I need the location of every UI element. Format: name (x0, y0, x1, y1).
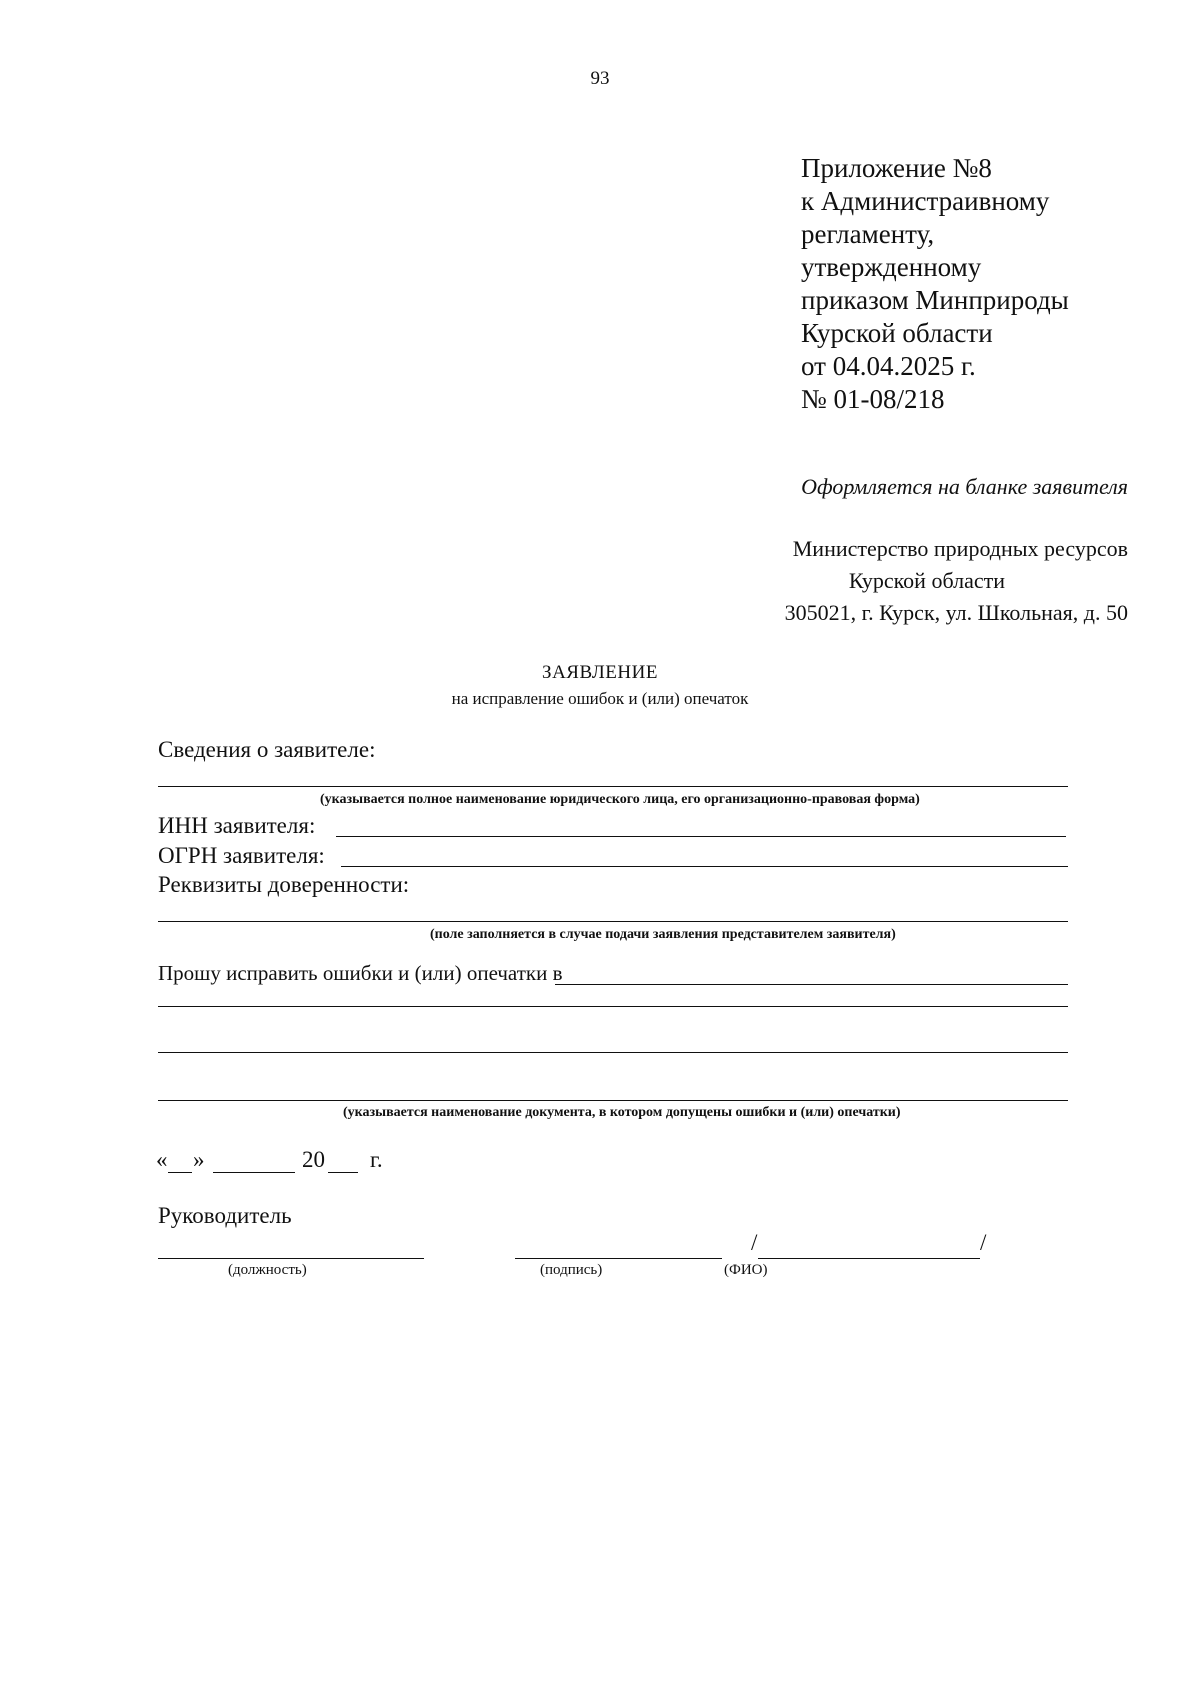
applicant-heading: Сведения о заявителе: (158, 737, 376, 762)
request-text: Прошу исправить ошибки и (или) опечатки в (158, 961, 563, 985)
name-slash-left: / (751, 1230, 758, 1255)
inn-field[interactable] (336, 836, 1066, 837)
power-of-attorney-label: Реквизиты доверенности: (158, 872, 410, 897)
full-name-field[interactable] (758, 1258, 980, 1259)
annex-line: регламенту, (801, 219, 935, 249)
power-of-attorney-hint: (поле заполняется в случае подачи заявления представителем заявителя) (430, 927, 896, 942)
request-field-line-4[interactable] (158, 1100, 1068, 1101)
date-year-suffix: г. (370, 1147, 383, 1172)
addressee-line: 305021, г. Курск, ул. Школьная, д. 50 (784, 600, 1128, 625)
name-slash-right: / (980, 1230, 987, 1255)
applicant-name-field[interactable] (158, 786, 1068, 787)
request-hint: (указывается наименование документа, в котором допущены ошибки и (или) опечатки) (343, 1105, 901, 1120)
date-month-field[interactable] (213, 1172, 295, 1173)
annex-line: Курской области (801, 318, 993, 348)
date-day-field[interactable] (168, 1172, 192, 1173)
full-name-hint: (ФИО) (724, 1262, 768, 1278)
document-title: ЗАЯВЛЕНИЕ (542, 662, 658, 683)
ogrn-field[interactable] (341, 866, 1068, 867)
inn-label: ИНН заявителя: (158, 813, 316, 838)
page-number: 93 (590, 68, 610, 89)
date-close-quote: » (193, 1147, 205, 1172)
annex-line: утвержденному (801, 252, 982, 282)
request-field-line-3[interactable] (158, 1052, 1068, 1053)
annex-line: от 04.04.2025 г. (801, 351, 976, 381)
request-field-line-2[interactable] (158, 1006, 1068, 1007)
annex-line: № 01-08/218 (801, 384, 945, 414)
document-subtitle: на исправление ошибок и (или) опечаток (451, 689, 749, 708)
annex-line: приказом Минприроды (801, 285, 1069, 315)
blank-note: Оформляется на бланке заявителя (801, 474, 1128, 499)
addressee-line: Министерство природных ресурсов (792, 536, 1128, 561)
signature-heading: Руководитель (158, 1203, 292, 1228)
date-open-quote: « (156, 1147, 168, 1172)
date-year-field[interactable] (328, 1172, 358, 1173)
position-hint: (должность) (228, 1262, 307, 1278)
annex-line: Приложение №8 (801, 153, 992, 183)
addressee-line: Курской области (848, 568, 1005, 593)
ogrn-label: ОГРН заявителя: (158, 843, 325, 868)
applicant-name-hint: (указывается полное наименование юридического лица, его организационно-правовая форма) (320, 792, 920, 807)
annex-line: к Администраивному (801, 186, 1050, 216)
annex-block (801, 152, 1069, 416)
addressee-block (785, 533, 1128, 629)
power-of-attorney-field[interactable] (158, 921, 1068, 922)
position-field[interactable] (158, 1258, 424, 1259)
signature-hint: (подпись) (540, 1262, 603, 1278)
request-field-line-1[interactable] (555, 984, 1068, 985)
date-year-prefix: 20 (302, 1147, 325, 1172)
signature-field[interactable] (515, 1258, 722, 1259)
